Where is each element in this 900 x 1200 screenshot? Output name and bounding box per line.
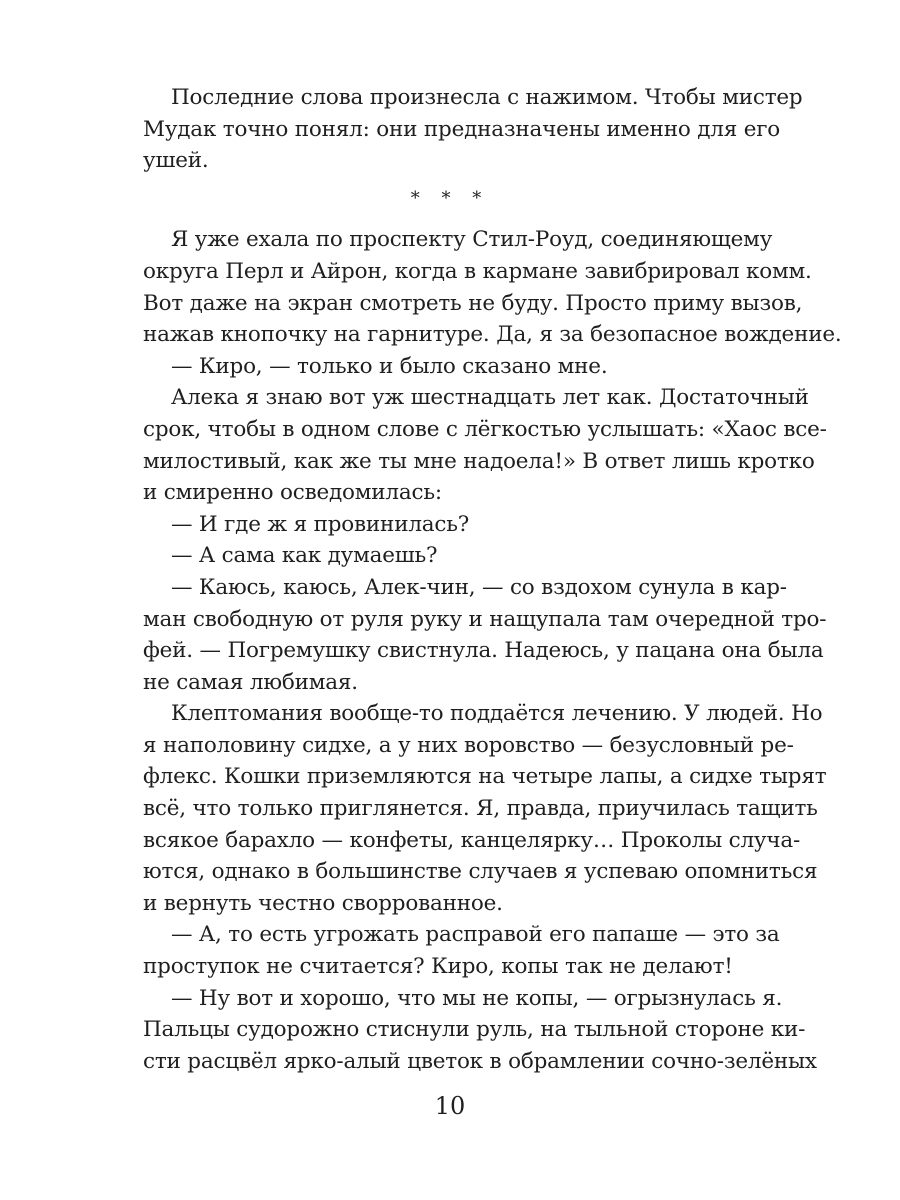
page-number: 10	[434, 1092, 466, 1120]
text-line: — А сама как думаешь?	[171, 543, 438, 569]
book-page-text	[143, 82, 842, 1077]
text-line: нажав кнопочку на гарнитуре. Да, я за безопасное вождение.	[143, 322, 842, 348]
text-line: Клептомания вообще-то поддаётся лечению. У людей. Но	[171, 701, 823, 727]
text-line: и вернуть честно своррованное.	[143, 890, 503, 916]
text-line: — Киро, — только и было сказано мне.	[171, 353, 608, 379]
text-line: Мудак точно понял: они предназначены именно для его	[143, 116, 781, 142]
text-line: фей. — Погремушку свистнула. Надеюсь, у пацана она была	[143, 638, 824, 664]
text-line: флекс. Кошки приземляются на четыре лапы, а сидхе тырят	[143, 764, 827, 790]
text-line: и смиренно осведомилась:	[143, 480, 442, 506]
text-line: ушей.	[143, 148, 209, 174]
text-line: округа Перл и Айрон, когда в кармане завибрировал комм.	[143, 258, 812, 284]
text-line: всё, что только приглянется. Я, правда, приучилась тащить	[143, 796, 818, 822]
text-line: срок, чтобы в одном слове с лёгкостью услышать: «Хаос все-	[143, 416, 827, 442]
text-line: — Ну вот и хорошо, что мы не копы, — огрызнулась я.	[171, 985, 783, 1011]
text-line: — А, то есть угрожать расправой его папаше — это за	[171, 922, 780, 948]
text-line: сти расцвёл ярко-алый цветок в обрамлении сочно-зелёных	[143, 1048, 817, 1074]
text-line: ман свободную от руля руку и нащупала там очередной тро-	[143, 606, 827, 632]
text-line: Я уже ехала по проспекту Стил-Роуд, соединяющему	[171, 227, 773, 253]
section-separator: * * *	[410, 187, 490, 209]
text-line: проступок не считается? Киро, копы так не делают!	[143, 954, 733, 980]
text-line: Пальцы судорожно стиснули руль, на тыльной стороне ки-	[143, 1017, 806, 1043]
text-line: я наполовину сидхе, а у них воровство — безусловный ре-	[143, 732, 794, 758]
text-line: Вот даже на экран смотреть не буду. Просто приму вызов,	[143, 290, 803, 316]
text-line: всякое барахло — конфеты, канцелярку… Проколы случа-	[143, 827, 801, 853]
text-line: милостивый, как же ты мне надоела!» В ответ лишь кротко	[143, 448, 815, 474]
text-line: Алека я знаю вот уж шестнадцать лет как. Достаточный	[171, 385, 809, 411]
text-line: Последние слова произнесла с нажимом. Чтобы мистер	[171, 85, 803, 110]
text-line: — Каюсь, каюсь, Алек-чин, — со вздохом сунула в кар-	[171, 574, 787, 600]
text-line: не самая любимая.	[143, 669, 358, 695]
text-line: ются, однако в большинстве случаев я успеваю опомниться	[143, 859, 818, 885]
text-line: — И где ж я провинилась?	[171, 511, 470, 537]
